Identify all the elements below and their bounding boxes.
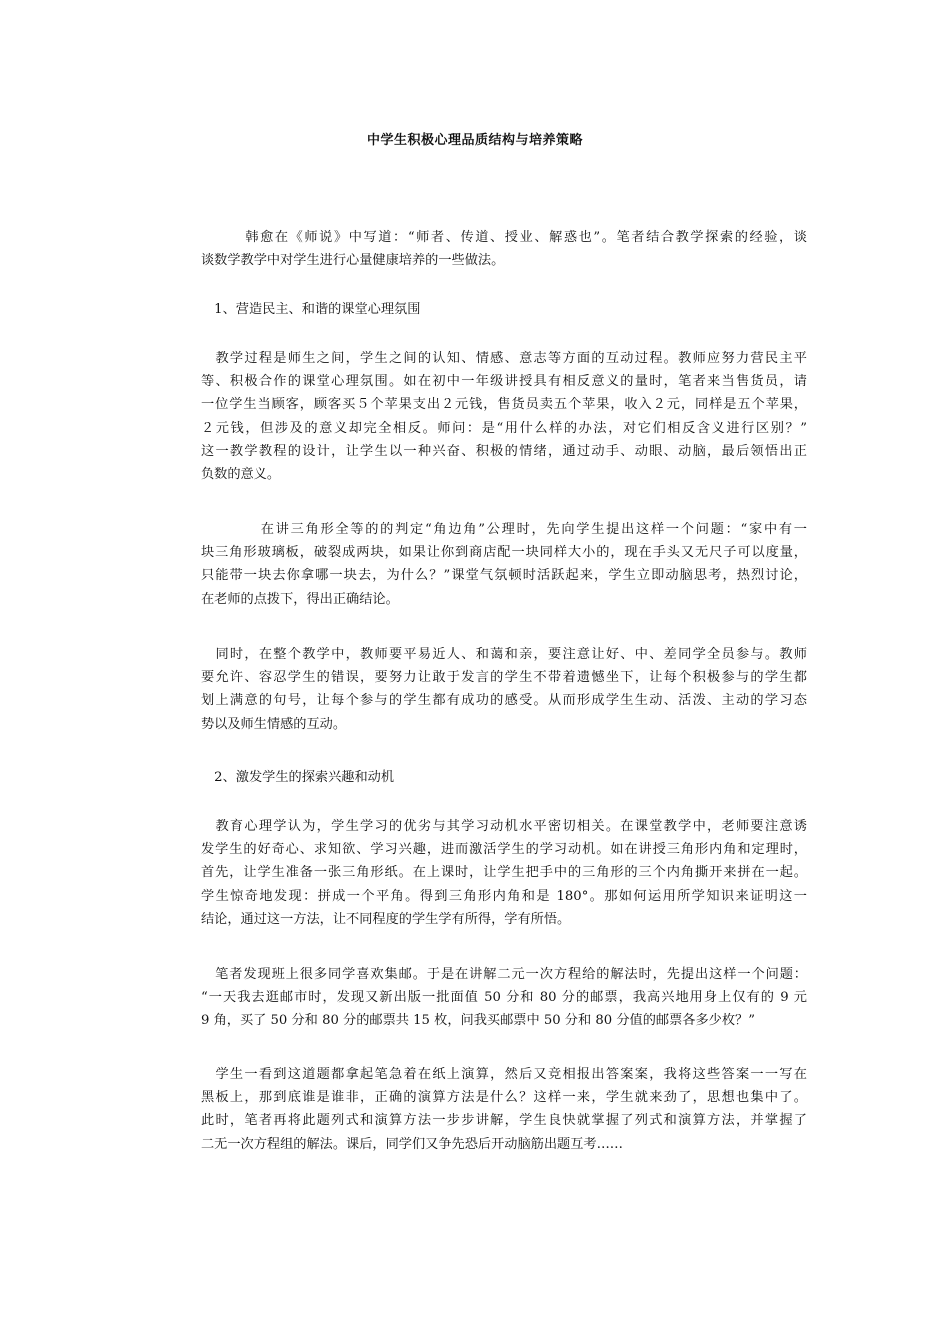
section-heading-2 — [201, 766, 807, 789]
text-line: 一位学生当顾客，顾客买５个苹果支出２元钱，售货员卖五个苹果，收入２元，同样是五个苹果， — [201, 397, 807, 413]
text-line: 笔者发现班上很多同学喜欢集邮。于是在讲解二元一次方程给的解法时，先提出这样一个问题： — [201, 967, 807, 982]
text-line: “一天我去逛邮市时，发现又新出版一批面值 50 分和 80 分的邮票，我高兴地用身上仅有的 9 元 — [201, 990, 807, 1006]
text-line: 要允许、容忍学生的错误，要努力让敢于发言的学生不带着遗憾坐下，让每个积极参与的学生都 — [201, 670, 807, 686]
text-line: ２元钱，但涉及的意义却完全相反。师问：是“用什么样的办法，对它们相反含义进行区别？” — [201, 420, 807, 436]
text-line: 势以及师生情感的互动。 — [201, 716, 347, 732]
text-line: 负数的意义。 — [201, 467, 281, 483]
section-heading-text: 1、营造民主、和谐的课堂心理氛围 — [201, 302, 421, 317]
text-line: 这一教学教程的设计，让学生以一种兴奋、积极的情绪，通过动手、动眼、动脑，最后领悟出正 — [201, 443, 807, 459]
paragraph-5 — [201, 963, 807, 1033]
text-line: 9 角，买了 50 分和 80 分的邮票共 15 枚，问我买邮票中 50 分和 80 分值的邮票各多少枚？” — [201, 1013, 755, 1029]
text-line: 教学过程是师生之间，学生之间的认知、情感、意志等方面的互动过程。教师应努力营民主平 — [201, 351, 807, 366]
paragraph-4 — [201, 815, 807, 931]
text-line: 等、积极合作的课堂心理氛围。如在初中一年级讲授具有相反意义的量时，笔者来当售货员，请 — [201, 374, 807, 390]
section-heading-text: 2、激发学生的探索兴趣和动机 — [201, 770, 395, 785]
text-line: 同时，在整个教学中，教师要平易近人、和蔼和亲，要注意让好、中、差同学全员参与。教师 — [201, 647, 807, 662]
text-line: 在讲三角形全等的的判定“角边角”公理时，先向学生提出这样一个问题：“家中有一 — [201, 522, 807, 537]
text-line: 此时，笔者再将此题列式和演算方法一步步讲解，学生良快就掌握了列式和演算方法，并掌握了 — [201, 1113, 807, 1129]
text-line: 学生惊奇地发现：拼成一个平角。得到三角形内角和是 180°。那如何运用所学知识来证明这一 — [201, 888, 807, 904]
section-heading-1 — [201, 298, 807, 321]
paragraph-3 — [201, 643, 807, 736]
paragraph-2 — [201, 518, 807, 611]
text-line: 划上满意的句号，让每个参与的学生都有成功的感受。从而形成学生生动、活泼、主动的学习态 — [201, 693, 807, 709]
text-line: 块三角形玻璃板，破裂成两块，如果让你到商店配一块同样大小的，现在手头又无尺子可以度量， — [201, 545, 807, 561]
text-line: 谈数学教学中对学生进行心量健康培养的一些做法。 — [201, 253, 505, 269]
text-line: 韩愈在《师说》中写道：“师者、传道、授业、解惑也”。笔者结合教学探索的经验，谈 — [201, 230, 807, 245]
text-line: 发学生的好奇心、求知欲、学习兴趣，进而激活学生的学习动机。如在讲授三角形内角和定理时， — [201, 842, 807, 858]
document-title: 中学生积极心理品质结构与培养策略 — [366, 133, 583, 148]
text-line: 首先，让学生准备一张三角形纸。在上课时，让学生把手中的三角形的三个内角撕开来拼在一起。 — [201, 865, 807, 881]
text-line: 二无一次方程组的解法。课后，同学们又争先恐后开动脑筋出题互考…… — [201, 1136, 623, 1152]
text-line: 在老师的点拨下，得出正确结论。 — [201, 591, 399, 607]
paragraph-1 — [201, 347, 807, 486]
text-line: 结论，通过这一方法，让不同程度的学生学有所得，学有所悟。 — [201, 911, 571, 927]
text-line: 教育心理学认为，学生学习的优劣与其学习动机水平密切相关。在课堂教学中，老师要注意诱 — [201, 819, 807, 834]
text-line: 学生一看到这道题都拿起笔急着在纸上演算，然后又竞相报出答案案，我将这些答案一一写在 — [201, 1067, 807, 1082]
text-line: 只能带一块去你拿哪一块去，为什么？”课堂气氛顿时活跃起来，学生立即动脑思考，热烈讨论， — [201, 568, 807, 584]
paragraph-6 — [201, 1063, 807, 1156]
text-line: 黑板上，那到底谁是谁非，正确的演算方法是什么？这样一来，学生就来劲了，思想也集中了。 — [201, 1090, 807, 1106]
paragraph-intro — [201, 226, 807, 272]
